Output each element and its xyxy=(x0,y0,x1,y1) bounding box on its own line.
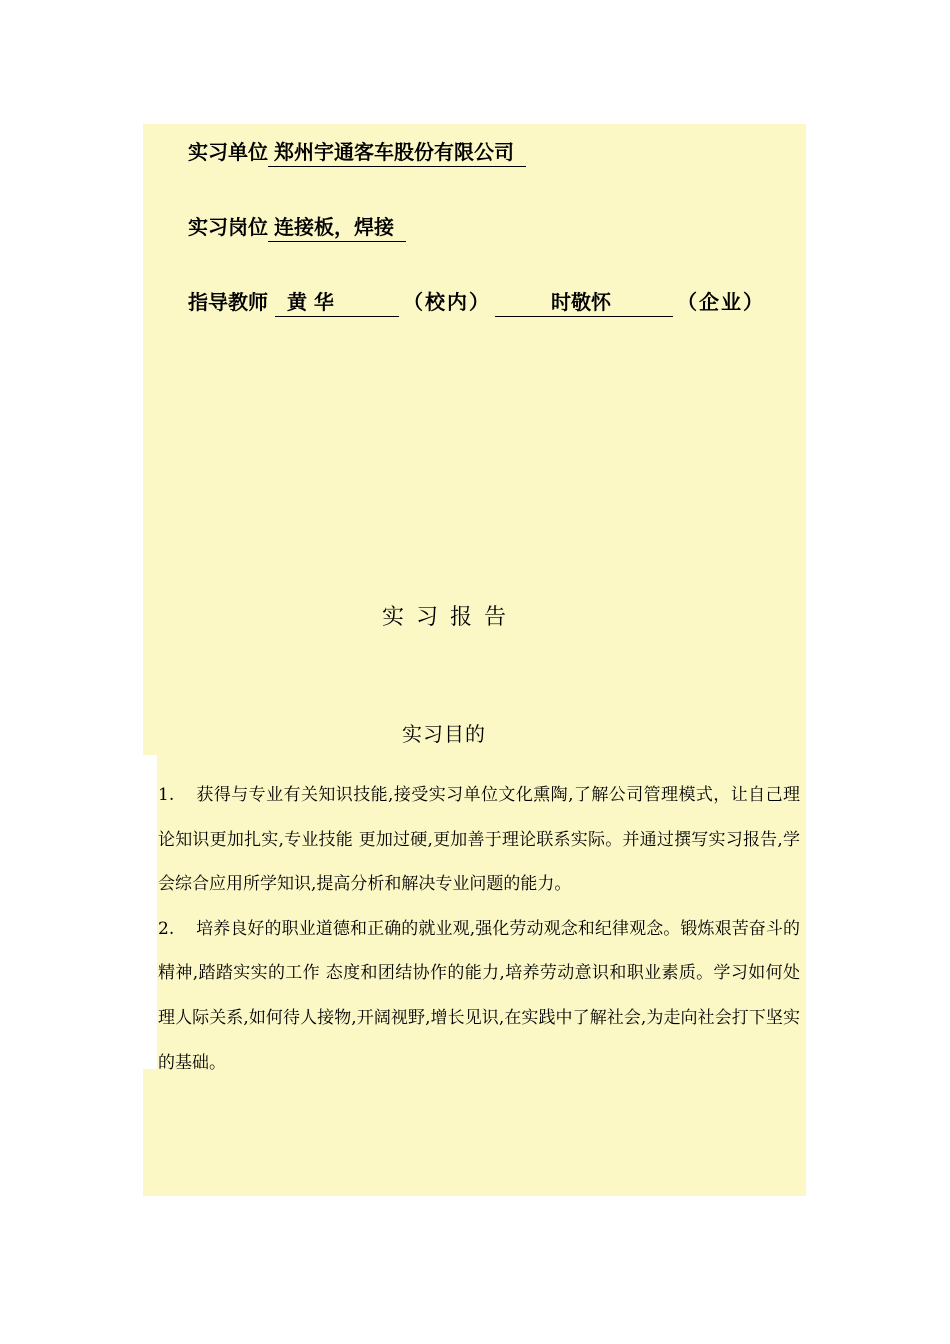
item-text: 获得与专业有关知识技能,接受实习单位文化熏陶,了解公司管理模式，让自己理论知识更加扎实,专业技能 更加过硬,更加善于理论联系实际。并通过撰写实习报告,学会综合应用所学知识,提高分析和解决专业问题的能力。 xyxy=(158,785,800,895)
item-text: 培养良好的职业道德和正确的就业观,强化劳动观念和纪律观念。锻炼艰苦奋斗的精神,踏踏实实的工作 态度和团结协作的能力,培养劳动意识和职业素质。学习如何处理人际关系,如何待人接物,开阔视野,增长见识,在实践中了解社会,为走向社会打下坚实的基础。 xyxy=(158,918,800,1073)
report-title: 实习报告 xyxy=(381,605,518,630)
school-tutor-name: 黄 华 xyxy=(275,288,399,317)
item-number: 2. xyxy=(158,918,175,939)
internship-post-label: 实习岗位 xyxy=(188,215,268,239)
purpose-heading: 实习目的 xyxy=(402,722,486,746)
internship-unit-value: 郑州宇通客车股份有限公司 xyxy=(268,138,526,167)
purpose-item xyxy=(158,907,800,1085)
purpose-item xyxy=(158,773,800,907)
company-tutor-tag: （企业） xyxy=(676,290,765,314)
purpose-body xyxy=(158,773,800,1085)
internship-post-line xyxy=(188,213,406,242)
internship-post-value: 连接板，焊接 xyxy=(268,213,406,242)
margin-notch xyxy=(143,755,157,1069)
item-number: 1. xyxy=(158,785,175,805)
school-tutor-tag: （校内） xyxy=(402,290,491,314)
tutor-line xyxy=(188,288,769,317)
internship-unit-label: 实习单位 xyxy=(188,140,268,164)
internship-unit-line xyxy=(188,138,526,167)
company-tutor-name: 时敬怀 xyxy=(495,288,673,317)
tutor-label: 指导教师 xyxy=(188,290,268,314)
